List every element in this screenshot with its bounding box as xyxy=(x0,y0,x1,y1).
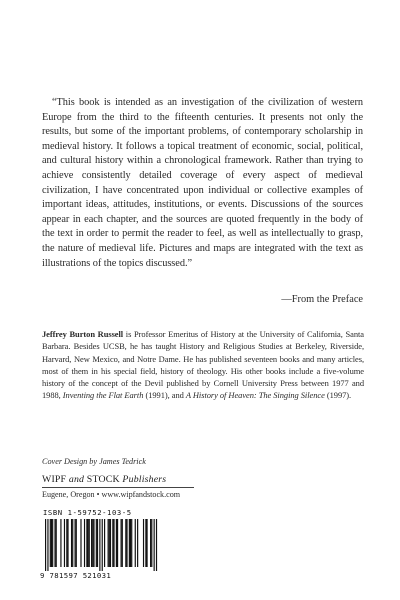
barcode-bar xyxy=(71,519,72,567)
publisher-divider xyxy=(42,487,194,488)
barcode-bar xyxy=(130,519,131,567)
barcode-bar xyxy=(126,519,127,567)
barcode-bar xyxy=(110,519,111,567)
barcode-bar xyxy=(150,519,151,567)
publisher-name-stock: STOCK xyxy=(84,474,123,485)
isbn-label: ISBN 1-59752-103-5 xyxy=(43,508,132,517)
barcode-bar xyxy=(54,519,55,567)
publisher-location: Eugene, Oregon • www.wipfandstock.com xyxy=(42,490,181,499)
bio-text-1: is Professor Emeritus of History at the University of California, Santa Barbara. Besides UCSB, he has taught History and Religious Studies at Berkeley, Riverside, Harvard, New Mexico, and Notre Dame. He has published seventeen books and many articles, most of them in his special field, history of theology. His other books include a five-volume history of the concept of the Devil published by Cornell University Press between 1977 and 1988, xyxy=(42,329,364,401)
barcode-bar xyxy=(92,519,93,567)
book-title-history-of-heaven: A History of Heaven: The Singing Silence xyxy=(185,390,325,401)
barcode-bar xyxy=(67,519,68,567)
barcode-bar xyxy=(99,519,100,571)
barcode-bar xyxy=(64,519,65,567)
barcode-bar xyxy=(113,519,114,567)
barcode-bar xyxy=(137,519,138,567)
barcode-bar xyxy=(84,519,85,567)
author-name: Jeffrey Burton Russell xyxy=(42,329,124,339)
bio-text-2: (1991), and xyxy=(143,390,186,401)
isbn-barcode xyxy=(40,508,162,582)
barcode-bar xyxy=(52,519,53,567)
barcode-bar xyxy=(51,519,52,567)
barcode-bar xyxy=(76,519,77,567)
barcode-bar xyxy=(145,519,146,567)
barcode-bar xyxy=(47,519,48,571)
barcode-bar xyxy=(156,519,157,571)
barcode-bar xyxy=(108,519,109,567)
barcode-bar xyxy=(121,519,122,567)
barcode-bar xyxy=(125,519,126,567)
quote-attribution: —From the Preface xyxy=(281,294,363,305)
barcode-bar xyxy=(154,519,155,571)
barcode-bar xyxy=(96,519,97,567)
barcode-bar xyxy=(109,519,110,567)
barcode-bar xyxy=(80,519,81,567)
publisher-name-and: and xyxy=(68,474,85,485)
cover-design-credit: Cover Design by James Tedrick xyxy=(42,457,146,466)
publisher-name xyxy=(42,474,217,486)
barcode-bar xyxy=(135,519,136,567)
publisher-name-publishers: Publishers xyxy=(122,474,167,485)
bio-text-3: (1997). xyxy=(324,390,352,401)
barcode-bar xyxy=(75,519,76,567)
barcode-bar xyxy=(129,519,130,567)
barcode-bar xyxy=(86,519,87,567)
barcode-digits: 9 781597 521031 xyxy=(40,571,112,580)
author-bio xyxy=(42,328,364,402)
barcode-bar xyxy=(104,519,105,567)
barcode-bar xyxy=(116,519,117,567)
barcode-bar xyxy=(151,519,152,567)
preface-quote: “This book is intended as an investigation of the civilization of western Europe from the third to the fifteenth centuries. It presents not only the results, but some of the important problems, of contemporary scholarship in medieval history. It follows a topical treatment of economic, social, political, and cultural history within a chronological framework. Rather than trying to achieve consistently detailed coverage of every aspect of medieval civilization, I have concentrated upon individual or collective examples of important ideas, attitudes, institutions, or events. Discussions of the sources appear in each chapter, and the sources are quoted frequently in the body of the text in order to permit the reader to feel, as well as intellectually to grasp, the nature of medieval life. Pictures and maps are integrated with the text as illustrations of the topics discussed.” xyxy=(42,97,363,269)
barcode-bar xyxy=(72,519,73,567)
barcode-bar xyxy=(87,519,88,567)
barcode-bar xyxy=(66,519,67,567)
barcode-bar xyxy=(93,519,94,567)
barcode-bar xyxy=(89,519,90,567)
barcode-bar xyxy=(112,519,113,567)
barcode-bar xyxy=(91,519,92,567)
barcode-bar xyxy=(60,519,61,567)
barcode-bar xyxy=(45,519,46,571)
book-title-flat-earth: Inventing the Flat Earth xyxy=(62,390,144,401)
barcode-bar xyxy=(143,519,144,567)
publisher-name-wipf: WIPF xyxy=(42,474,69,485)
barcode-bars xyxy=(40,519,160,571)
publisher-block xyxy=(42,474,217,500)
barcode-bar xyxy=(117,519,118,567)
barcode-bar xyxy=(97,519,98,567)
barcode-bar xyxy=(102,519,103,571)
barcode-bar xyxy=(56,519,57,567)
barcode-bar xyxy=(50,519,51,567)
barcode-bar xyxy=(131,519,132,567)
barcode-bar xyxy=(122,519,123,567)
barcode-bar xyxy=(146,519,147,567)
